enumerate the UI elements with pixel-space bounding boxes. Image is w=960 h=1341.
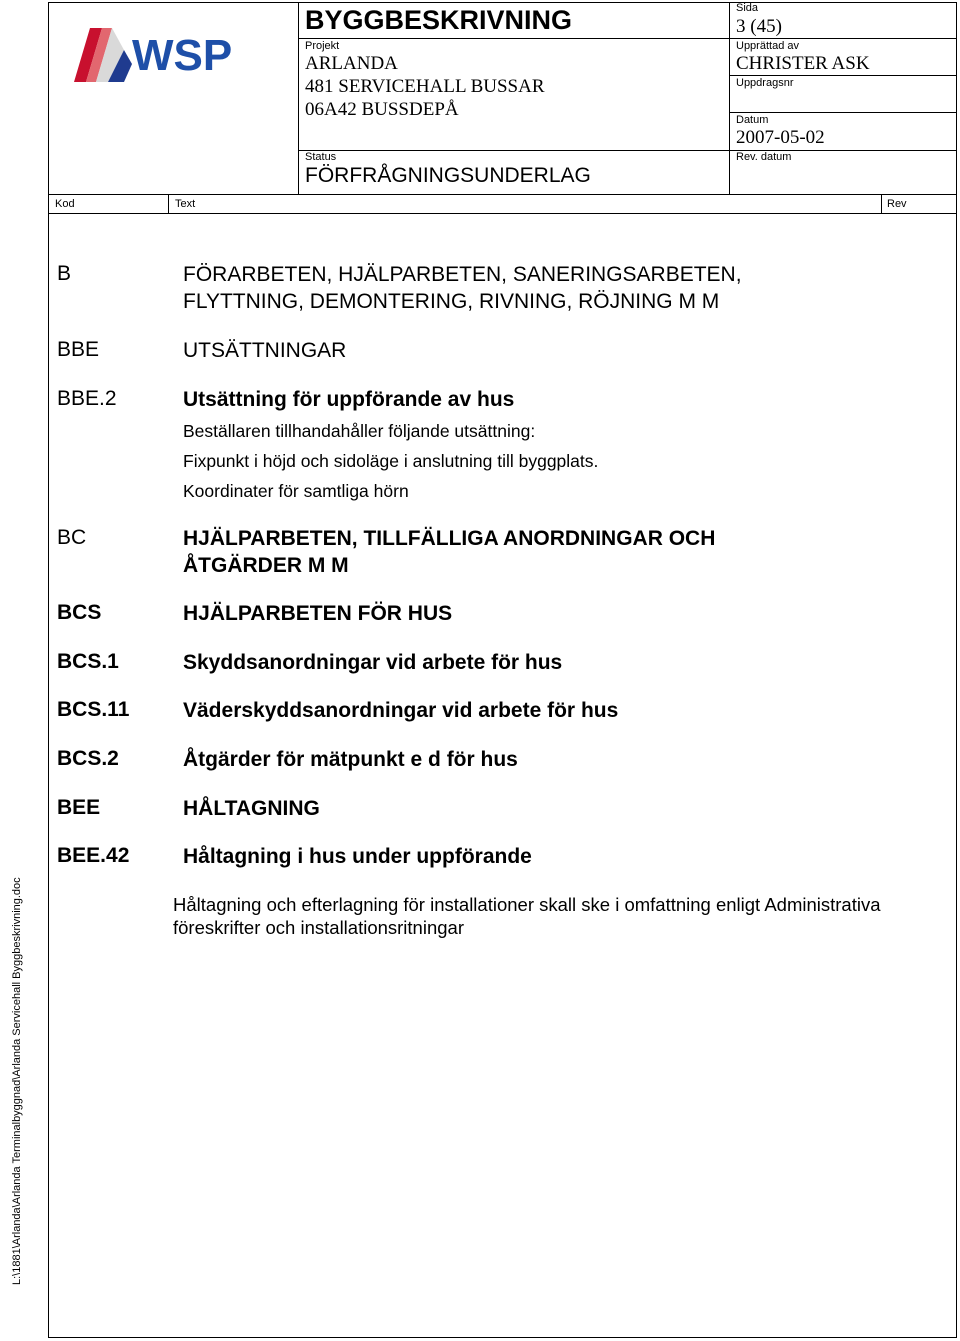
column-divider-kod: [168, 194, 169, 213]
section-heading: Skyddsanordningar vid arbete för hus: [183, 651, 563, 674]
section-code: BCS.1: [57, 650, 119, 673]
section-heading: UTSÄTTNINGAR: [183, 339, 347, 362]
section-heading: HJÄLPARBETEN FÖR HUS: [183, 602, 453, 625]
svg-text:WSP: WSP: [132, 31, 233, 80]
header-rule-4: [298, 150, 957, 151]
header-rule-3: [729, 112, 957, 113]
column-header-rule: [48, 213, 957, 214]
section-heading: Åtgärder för mätpunkt e d för hus: [183, 748, 518, 771]
body-line-2: Fixpunkt i höjd och sidoläge i anslutning till byggplats.: [183, 451, 599, 471]
wsp-logo-mark: [72, 24, 262, 86]
section-code: BEE: [57, 796, 101, 819]
header-rule-1: [298, 38, 957, 39]
upprattad-value: CHRISTER ASK: [736, 53, 870, 74]
header-rule-2: [729, 75, 957, 76]
section-code: BC: [57, 526, 87, 549]
section-code: B: [57, 262, 72, 285]
projekt-label: Projekt: [305, 40, 340, 52]
final-paragraph-line-2: föreskrifter och installationsritningar: [173, 917, 464, 938]
revdatum-label: Rev. datum: [736, 151, 792, 163]
upprattad-label: Upprättad av: [736, 40, 799, 52]
section-heading: HÅLTAGNING: [183, 797, 320, 820]
header-divider-right: [729, 2, 730, 194]
doc-type-title: BYGGBESKRIVNING: [305, 5, 573, 35]
projekt-line-2: 481 SERVICEHALL BUSSAR: [305, 76, 545, 97]
status-label: Status: [305, 151, 337, 163]
section-code: BBE: [57, 338, 100, 361]
datum-label: Datum: [736, 114, 769, 126]
section-heading: Väderskyddsanordningar vid arbete för hus: [183, 699, 619, 722]
section-code: BCS.11: [57, 698, 130, 721]
sida-value: 3 (45): [736, 16, 782, 37]
uppdragsnr-label: Uppdragsnr: [736, 77, 794, 89]
header-divider-left: [298, 2, 299, 194]
section-code: BBE.2: [57, 387, 117, 410]
section-code: BCS: [57, 601, 102, 624]
column-header-text: Text: [175, 198, 196, 210]
section-heading-cont: ÅTGÄRDER M M: [183, 554, 349, 577]
sida-label: Sida: [736, 2, 759, 14]
wsp-logo: [72, 24, 262, 86]
section-heading-cont: FLYTTNING, DEMONTERING, RIVNING, RÖJNING M M: [183, 290, 720, 313]
section-heading: HJÄLPARBETEN, TILLFÄLLIGA ANORDNINGAR OCH: [183, 527, 716, 550]
column-header-kod: Kod: [55, 198, 75, 210]
status-value: FÖRFRÅGNINGSUNDERLAG: [305, 164, 591, 187]
section-code: BEE.42: [57, 844, 130, 867]
column-divider-rev: [881, 194, 882, 213]
file-path-margin: L:\1881\Arlanda\Arlanda Terminalbyggnad\Arlanda Servicehall Byggbeskrivning.doc: [11, 877, 23, 1285]
column-header-rev: Rev: [887, 198, 907, 210]
section-heading: Håltagning i hus under uppförande: [183, 845, 532, 868]
header-bottom-rule: [48, 194, 957, 195]
section-heading: FÖRARBETEN, HJÄLPARBETEN, SANERINGSARBETEN,: [183, 263, 742, 286]
section-heading: Utsättning för uppförande av hus: [183, 388, 515, 411]
body-line-3: Koordinater för samtliga hörn: [183, 481, 409, 501]
datum-value: 2007-05-02: [736, 127, 825, 148]
section-code: BCS.2: [57, 747, 119, 770]
projekt-line-1: ARLANDA: [305, 53, 398, 74]
final-paragraph-line-1: Håltagning och efterlagning för installationer skall ske i omfattning enligt Administrativa: [173, 894, 881, 915]
body-line-1: Beställaren tillhandahåller följande utsättning:: [183, 421, 536, 441]
projekt-line-3: 06A42 BUSSDEPÅ: [305, 99, 459, 120]
